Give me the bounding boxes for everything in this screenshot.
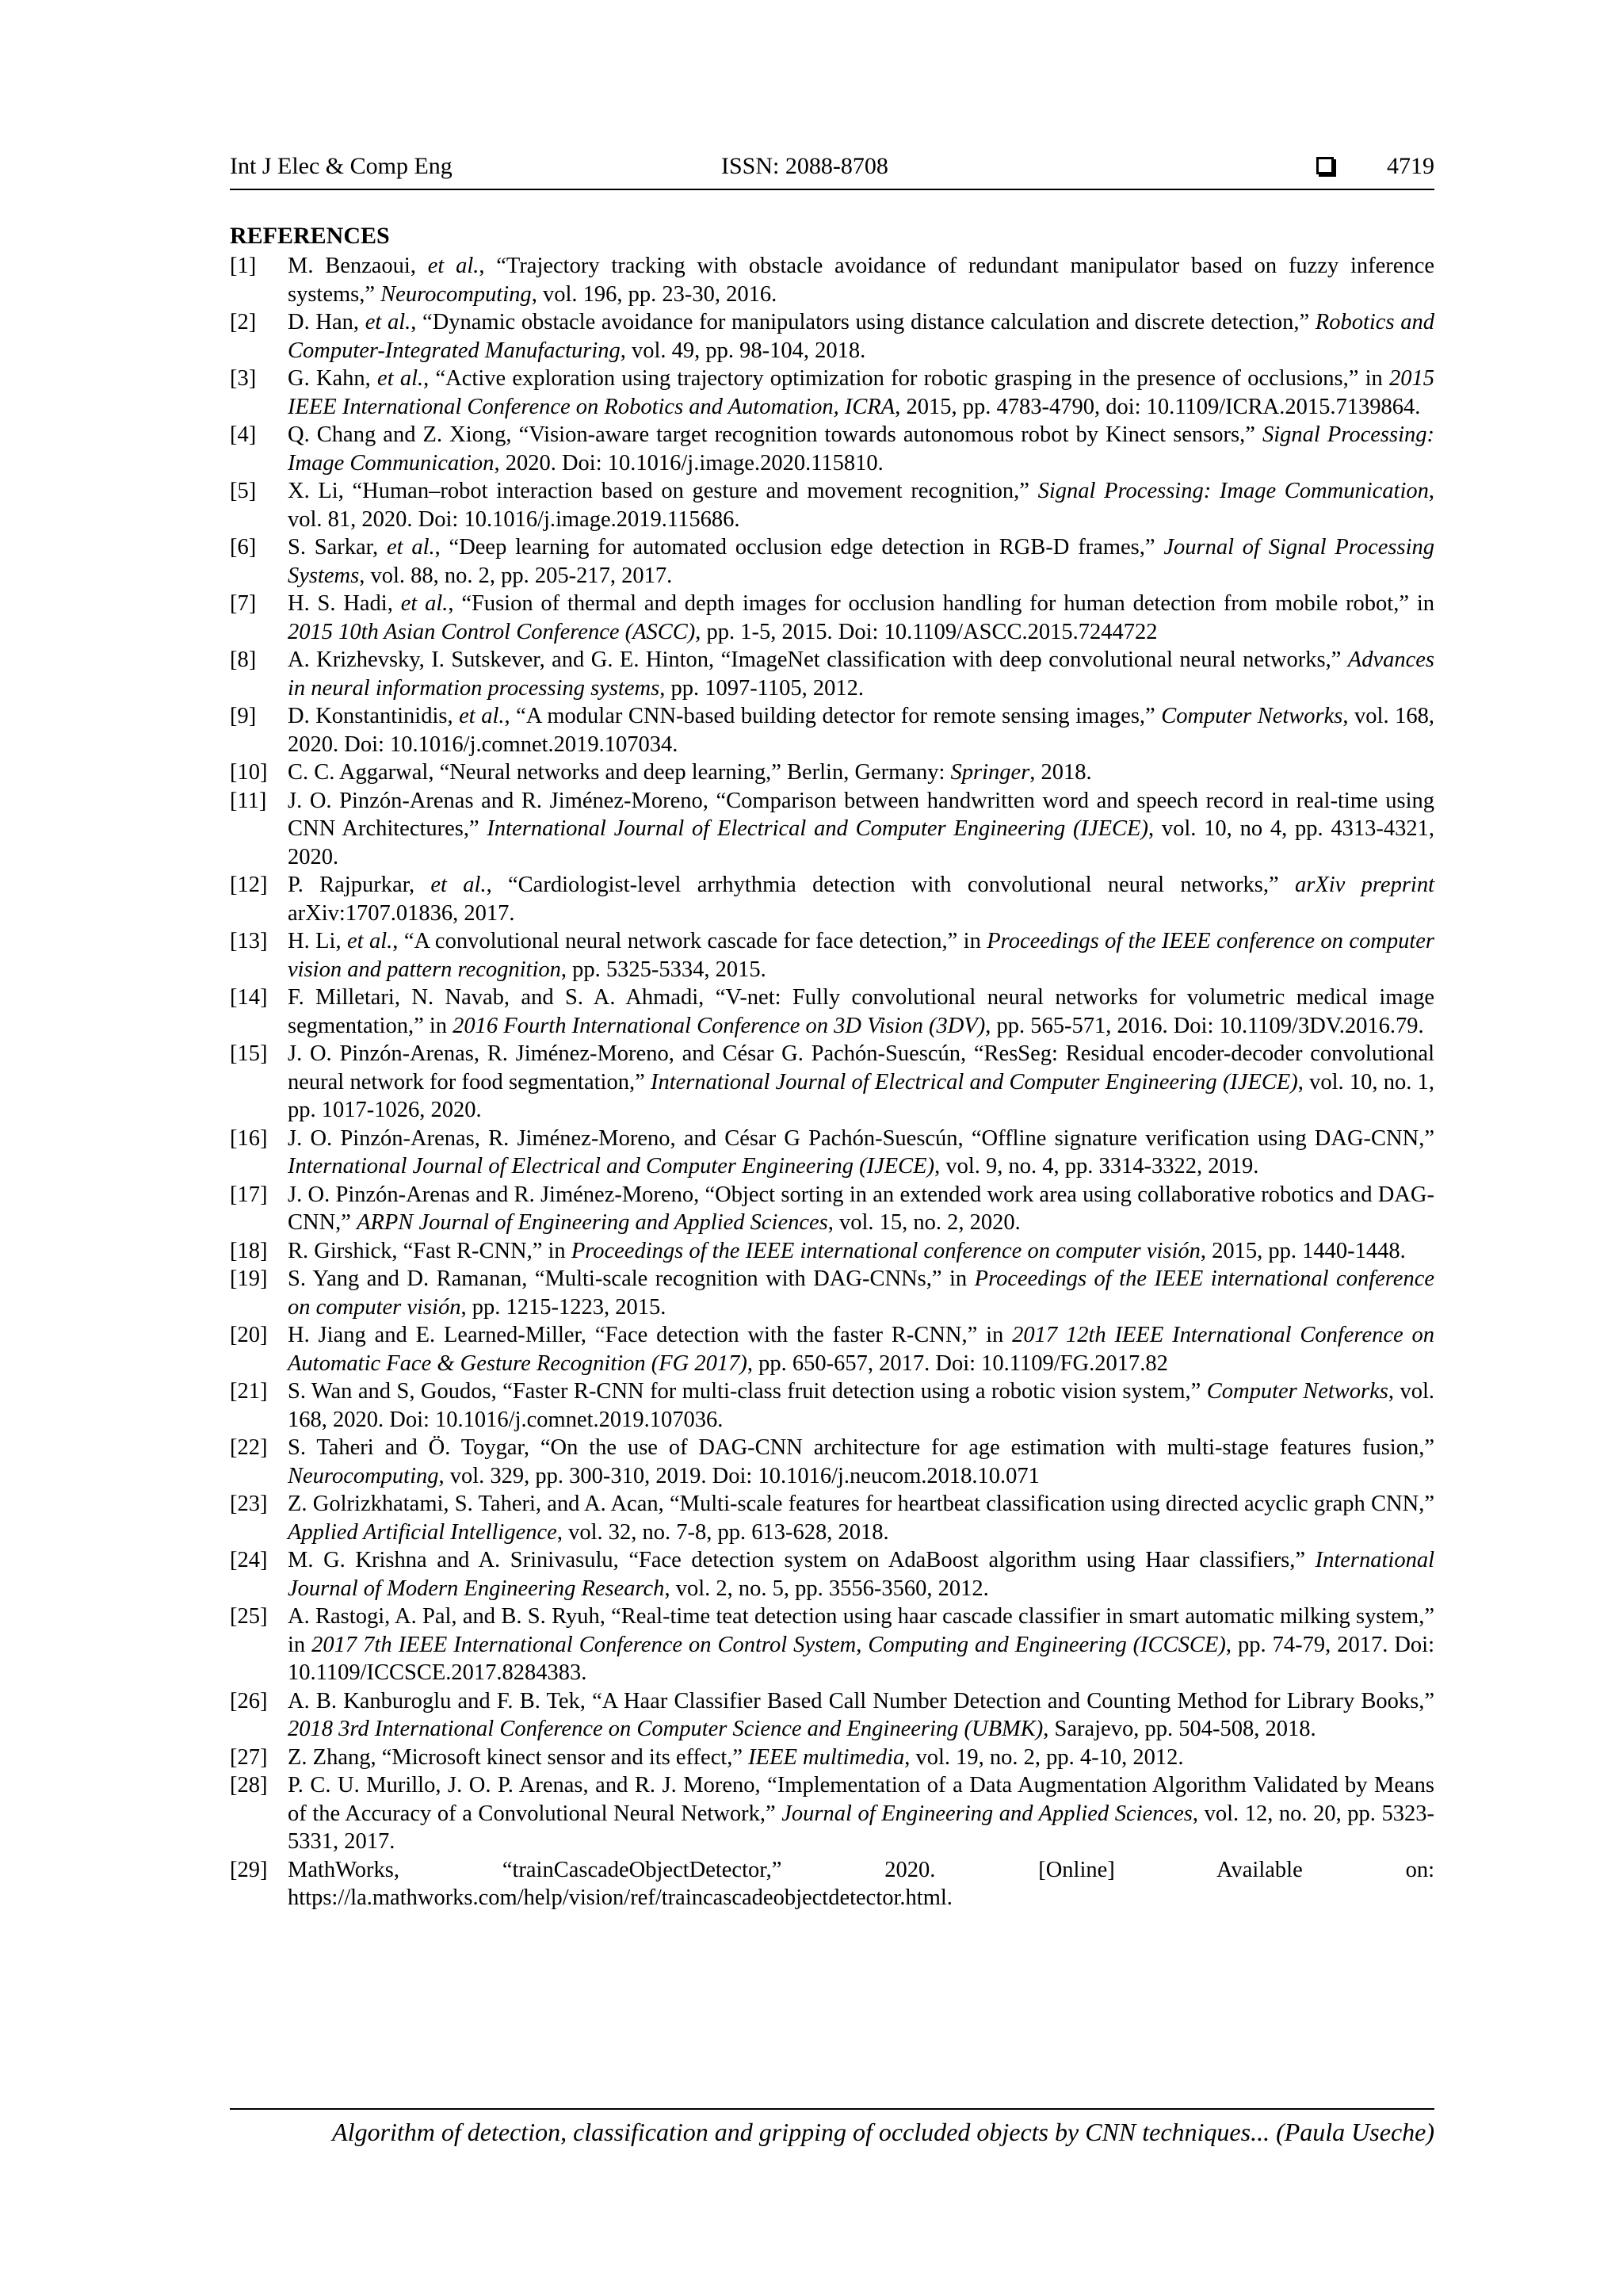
reference-segment: H. S. Hadi, xyxy=(288,591,401,616)
reference-text xyxy=(288,1856,1434,1912)
reference-number: [17] xyxy=(230,1182,268,1207)
reference-item xyxy=(230,1125,1434,1181)
reference-text xyxy=(288,590,1434,646)
reference-segment: F. Milletari, N. Navab, and S. A. Ahmadi, “V-net: Fully convolutional neural networks for volumetric medical image segmentation,” in xyxy=(288,985,1434,1038)
reference-segment: arXiv:1707.01836, 2017. xyxy=(288,900,515,926)
reference-source: Neurocomputing xyxy=(288,1463,439,1488)
reference-url: https://la.mathworks.com/help/vision/ref/traincascadeobjectdetector.html. xyxy=(288,1885,953,1910)
reference-segment: D. Han, xyxy=(288,310,365,334)
reference-item xyxy=(230,533,1434,590)
reference-source: arXiv preprint xyxy=(1295,873,1434,897)
reference-number: [12] xyxy=(230,873,268,897)
reference-segment: , vol. 168, 2020. Doi: 10.1016/j.comnet.2019.107036. xyxy=(288,1379,1434,1432)
reference-segment: , vol. 15, no. 2, 2020. xyxy=(827,1210,1021,1235)
reference-text xyxy=(288,308,1434,365)
reference-text xyxy=(288,1603,1434,1687)
reference-source: 2015 10th Asian Control Conference (ASCC) xyxy=(288,619,696,644)
reference-number: [15] xyxy=(230,1041,268,1066)
reference-item xyxy=(230,871,1434,927)
reference-source: 2017 7th IEEE International Conference on Control System, Computing and Engineering (ICCSCE) xyxy=(311,1632,1226,1657)
reference-source: Robotics and Computer-Integrated Manufacturing xyxy=(288,310,1434,363)
reference-text xyxy=(288,1687,1434,1744)
reference-item xyxy=(230,787,1434,872)
reference-segment: , pp. 565-571, 2016. Doi: 10.1109/3DV.2016.79. xyxy=(985,1013,1424,1038)
reference-text xyxy=(288,533,1434,590)
reference-segment: J. O. Pinzón-Arenas, R. Jiménez-Moreno, and César G Pachón-Suescún, “Offline signature verification using DAG-CNN,” xyxy=(288,1125,1434,1151)
reference-item xyxy=(230,1321,1434,1377)
reference-number: [14] xyxy=(230,985,268,1010)
reference-segment: , pp. 1097-1105, 2012. xyxy=(659,675,864,701)
reference-text xyxy=(288,1377,1434,1434)
reference-number: [29] xyxy=(230,1857,268,1882)
page xyxy=(230,0,1434,2296)
reference-source: Signal Processing: Image Communication xyxy=(1037,479,1429,503)
journal-name: Int J Elec & Comp Eng xyxy=(230,153,453,179)
reference-segment: H. Li, xyxy=(288,929,347,953)
reference-segment: G. Kahn, xyxy=(288,366,378,391)
reference-segment: , “Trajectory tracking with obstacle avoidance of redundant manipulator based on fuzzy inference systems,” xyxy=(288,254,1434,307)
reference-item xyxy=(230,1434,1434,1490)
reference-number: [23] xyxy=(230,1492,268,1516)
reference-item xyxy=(230,984,1434,1040)
reference-segment: , vol. 49, pp. 98-104, 2018. xyxy=(620,338,866,363)
reference-text xyxy=(288,927,1434,984)
reference-item xyxy=(230,1181,1434,1237)
reference-segment: , “A modular CNN-based building detector for remote sensing images,” xyxy=(504,704,1162,728)
reference-source: et al. xyxy=(400,591,449,616)
reference-item xyxy=(230,421,1434,477)
reference-text xyxy=(288,871,1434,927)
reference-source: et al. xyxy=(386,535,435,560)
reference-segment: Z. Golrizkhatami, S. Taheri, and A. Acan, “Multi-scale features for heartbeat classification using directed acyclic graph CNN,” xyxy=(288,1492,1434,1516)
reference-source: Computer Networks xyxy=(1161,704,1343,728)
reference-item xyxy=(230,252,1434,308)
reference-item xyxy=(230,1237,1434,1266)
reference-segment: , vol. 19, no. 2, pp. 4-10, 2012. xyxy=(904,1744,1184,1770)
reference-segment: , vol. 32, no. 7-8, pp. 613-628, 2018. xyxy=(556,1519,889,1545)
reference-text xyxy=(288,1265,1434,1321)
reference-source: et al. xyxy=(430,873,487,897)
reference-number: [28] xyxy=(230,1773,268,1797)
reference-segment: , 2018. xyxy=(1029,760,1092,785)
reference-segment: , vol. 10, no. 1, pp. 1017-1026, 2020. xyxy=(288,1069,1434,1122)
reference-item xyxy=(230,1040,1434,1125)
reference-segment: , 2015, pp. 1440-1448. xyxy=(1200,1238,1406,1263)
reference-source: Proceedings of the IEEE international conference on computer visión xyxy=(288,1266,1434,1320)
reference-number: [21] xyxy=(230,1379,268,1404)
reference-text xyxy=(288,252,1434,308)
reference-segment: , “Deep learning for automated occlusion edge detection in RGB-D frames,” xyxy=(434,535,1164,560)
reference-text xyxy=(288,1744,1434,1772)
reference-segment: M. G. Krishna and A. Srinivasulu, “Face detection system on AdaBoost algorithm using Haar classifiers,” xyxy=(288,1548,1316,1572)
reference-segment: , pp. 5325-5334, 2015. xyxy=(560,957,766,982)
reference-segment: Q. Chang and Z. Xiong, “Vision-aware target recognition towards autonomous robot by Kinect sensors,” xyxy=(288,422,1262,447)
reference-text xyxy=(288,1546,1434,1603)
references-heading: REFERENCES xyxy=(230,223,390,249)
reference-number: [20] xyxy=(230,1323,268,1347)
reference-number: [22] xyxy=(230,1435,268,1460)
reference-segment: R. Girshick, “Fast R-CNN,” in xyxy=(288,1238,571,1263)
issn: ISSN: 2088-8708 xyxy=(721,153,888,179)
reference-segment: , pp. 74-79, 2017. Doi: 10.1109/ICCSCE.2017.8284383. xyxy=(288,1632,1435,1685)
reference-source: 2018 3rd International Conference on Computer Science and Engineering (UBMK) xyxy=(288,1717,1044,1741)
reference-source: 2015 IEEE International Conference on Robotics and Automation, ICRA xyxy=(288,366,1434,419)
reference-text xyxy=(288,1321,1434,1377)
reference-segment: A. Rastogi, A. Pal, and B. S. Ryuh, “Real-time teat detection using haar cascade classifier in smart automatic milking system,” in xyxy=(288,1604,1434,1657)
reference-text xyxy=(288,1490,1434,1546)
reference-source: Springer xyxy=(950,760,1030,785)
reference-number: [8] xyxy=(230,648,257,672)
reference-item xyxy=(230,1265,1434,1321)
reference-segment: , pp. 1-5, 2015. Doi: 10.1109/ASCC.2015.7244722 xyxy=(695,619,1158,644)
reference-number: [3] xyxy=(230,366,257,391)
page-number: 4719 xyxy=(1387,153,1434,179)
reference-segment: , 2020. Doi: 10.1016/j.image.2020.115810. xyxy=(494,450,884,476)
reference-text xyxy=(288,646,1434,702)
reference-source: Signal Processing: Image Communication xyxy=(288,422,1434,476)
reference-item xyxy=(230,1771,1434,1856)
reference-source: et al. xyxy=(427,254,479,278)
reference-segment: , vol. 12, no. 20, pp. 5323-5331, 2017. xyxy=(288,1801,1434,1854)
reference-segment: , 2015, pp. 4783-4790, doi: 10.1109/ICRA.2015.7139864. xyxy=(895,394,1421,419)
reference-source: Proceedings of the IEEE conference on computer vision and pattern recognition xyxy=(288,929,1434,982)
reference-segment: , “Active exploration using trajectory optimization for robotic grasping in the presence of occlusions,” in xyxy=(423,366,1389,391)
reference-text xyxy=(288,1771,1434,1856)
references-list xyxy=(230,252,1434,1912)
reference-item xyxy=(230,646,1434,702)
reference-segment: , vol. 196, pp. 23-30, 2016. xyxy=(531,281,777,307)
reference-item xyxy=(230,758,1434,787)
reference-item xyxy=(230,365,1434,421)
running-header xyxy=(230,151,1434,190)
reference-segment: A. Krizhevsky, I. Sutskever, and G. E. Hinton, “ImageNet classification with deep convolutional neural networks,” xyxy=(288,648,1348,672)
reference-segment: , vol. 9, no. 4, pp. 3314-3322, 2019. xyxy=(934,1154,1259,1179)
reference-text xyxy=(288,365,1434,421)
reference-number: [19] xyxy=(230,1266,268,1291)
reference-number: [11] xyxy=(230,788,267,813)
reference-segment: J. O. Pinzón-Arenas, R. Jiménez-Moreno, and César G. Pachón-Suescún, “ResSeg: Residual encoder-decoder convolutional neural network for food segmentation,” xyxy=(288,1041,1434,1095)
reference-number: [9] xyxy=(230,704,257,728)
reference-text xyxy=(288,421,1434,477)
reference-item xyxy=(230,927,1434,984)
reference-segment: C. C. Aggarwal, “Neural networks and deep learning,” Berlin, Germany: xyxy=(288,760,951,785)
reference-item xyxy=(230,1546,1434,1603)
reference-segment: S. Wan and S, Goudos, “Faster R-CNN for multi-class fruit detection using a robotic vision system,” xyxy=(288,1379,1207,1404)
reference-text xyxy=(288,1125,1434,1181)
reference-segment: , vol. 2, no. 5, pp. 3556-3560, 2012. xyxy=(664,1576,989,1601)
reference-number: [10] xyxy=(230,760,268,785)
reference-segment: , vol. 168, 2020. Doi: 10.1016/j.comnet.2019.107034. xyxy=(288,704,1434,757)
reference-source: ARPN Journal of Engineering and Applied Sciences xyxy=(357,1210,828,1235)
reference-segment: , pp. 1215-1223, 2015. xyxy=(460,1294,666,1320)
reference-source: IEEE multimedia xyxy=(748,1744,905,1770)
reference-text xyxy=(288,1434,1434,1490)
reference-item xyxy=(230,590,1434,646)
reference-source: et al. xyxy=(377,366,424,391)
reference-segment: Z. Zhang, “Microsoft kinect sensor and its effect,” xyxy=(288,1744,749,1770)
reference-segment: D. Konstantinidis, xyxy=(288,704,460,728)
reference-item xyxy=(230,1377,1434,1434)
reference-text xyxy=(288,1040,1434,1125)
reference-number: [6] xyxy=(230,535,257,560)
reference-source: Applied Artificial Intelligence xyxy=(288,1519,557,1545)
reference-segment: A. B. Kanburoglu and F. B. Tek, “A Haar Classifier Based Call Number Detection and Counting Method for Library Books,” xyxy=(288,1688,1434,1713)
reference-item xyxy=(230,702,1434,758)
reference-source: et al. xyxy=(347,929,393,953)
reference-segment: S. Sarkar, xyxy=(288,535,387,560)
reference-segment: H. Jiang and E. Learned-Miller, “Face detection with the faster R-CNN,” in xyxy=(288,1323,1013,1347)
reference-text xyxy=(288,787,1434,872)
reference-segment: J. O. Pinzón-Arenas and R. Jiménez-Moreno, “Object sorting in an extended work area using collaborative robotics and DAG-CNN,” xyxy=(288,1182,1434,1235)
reference-source: et al. xyxy=(459,704,505,728)
reference-segment: S. Yang and D. Ramanan, “Multi-scale recognition with DAG-CNNs,” in xyxy=(288,1266,975,1291)
reference-item xyxy=(230,1603,1434,1687)
reference-number: [4] xyxy=(230,422,257,447)
reference-number: [25] xyxy=(230,1604,268,1629)
reference-segment: M. Benzaoui, xyxy=(288,254,428,278)
reference-segment: , Sarajevo, pp. 504-508, 2018. xyxy=(1043,1717,1316,1741)
running-footer: Algorithm of detection, classification and gripping of occluded objects by CNN techniques... (Paula Useche) xyxy=(230,2108,1434,2148)
reference-segment: , vol. 10, no 4, pp. 4313-4321, 2020. xyxy=(288,816,1434,869)
reference-source: 2017 12th IEEE International Conference on Automatic Face & Gesture Recognition (FG 2017) xyxy=(288,1323,1435,1376)
reference-text xyxy=(288,758,1434,787)
reference-number: [1] xyxy=(230,254,257,278)
reference-number: [2] xyxy=(230,310,257,334)
reference-source: Advances in neural information processing systems xyxy=(288,648,1434,701)
reference-segment: J. O. Pinzón-Arenas and R. Jiménez-Moreno, “Comparison between handwritten word and speech record in real-time using CNN Architectures,” xyxy=(288,788,1434,841)
reference-item xyxy=(230,308,1434,365)
reference-text xyxy=(288,477,1434,533)
reference-number: [5] xyxy=(230,479,257,503)
reference-source: Journal of Engineering and Applied Sciences xyxy=(781,1801,1193,1826)
reference-number: [18] xyxy=(230,1238,268,1263)
reference-segment: MathWorks, “trainCascadeObjectDetector,” 2020. [Online] Available on: xyxy=(288,1857,1434,1882)
square-icon xyxy=(1316,157,1334,174)
reference-text xyxy=(288,702,1434,758)
reference-number: [7] xyxy=(230,591,257,616)
reference-source: Journal of Signal Processing Systems xyxy=(288,535,1434,588)
reference-segment: , “Cardiologist-level arrhythmia detection with convolutional neural networks,” xyxy=(486,873,1295,897)
reference-segment: X. Li, “Human–robot interaction based on gesture and movement recognition,” xyxy=(288,479,1038,503)
reference-item xyxy=(230,1490,1434,1546)
reference-source: Proceedings of the IEEE international conference on computer visión xyxy=(571,1238,1201,1263)
reference-segment: , “Dynamic obstacle avoidance for manipulators using distance calculation and discrete detection,” xyxy=(411,310,1316,334)
reference-text xyxy=(288,1181,1434,1237)
reference-source: International Journal of Electrical and Computer Engineering (IJECE) xyxy=(487,816,1148,841)
reference-text xyxy=(288,984,1434,1040)
reference-item xyxy=(230,1744,1434,1772)
reference-source: International Journal of Electrical and Computer Engineering (IJECE) xyxy=(288,1154,935,1179)
reference-segment: , vol. 329, pp. 300-310, 2019. Doi: 10.1016/j.neucom.2018.10.071 xyxy=(438,1463,1040,1488)
reference-number: [13] xyxy=(230,929,268,953)
reference-number: [26] xyxy=(230,1688,268,1713)
reference-segment: , vol. 81, 2020. Doi: 10.1016/j.image.2019.115686. xyxy=(288,479,1435,532)
reference-segment: S. Taheri and Ö. Toygar, “On the use of DAG-CNN architecture for age estimation with multi-stage features fusion,” xyxy=(288,1435,1434,1460)
reference-number: [24] xyxy=(230,1548,268,1572)
reference-segment: , “Fusion of thermal and depth images for occlusion handling for human detection from mobile robot,” in xyxy=(448,591,1434,616)
reference-segment: , pp. 650-657, 2017. Doi: 10.1109/FG.2017.82 xyxy=(747,1350,1168,1376)
reference-segment: , “A convolutional neural network cascade for face detection,” in xyxy=(392,929,987,953)
reference-item xyxy=(230,1687,1434,1744)
reference-source: International Journal of Modern Engineering Research xyxy=(288,1548,1434,1601)
reference-segment: P. Rajpurkar, xyxy=(288,873,431,897)
reference-item xyxy=(230,1856,1434,1912)
reference-segment: , vol. 88, no. 2, pp. 205-217, 2017. xyxy=(359,563,673,588)
reference-item xyxy=(230,477,1434,533)
reference-source: et al. xyxy=(365,310,411,334)
reference-source: Computer Networks xyxy=(1206,1379,1388,1404)
reference-text xyxy=(288,1237,1434,1266)
reference-source: International Journal of Electrical and Computer Engineering (IJECE) xyxy=(650,1069,1298,1095)
reference-number: [16] xyxy=(230,1125,268,1151)
reference-segment: P. C. U. Murillo, J. O. P. Arenas, and R. J. Moreno, “Implementation of a Data Augmentation Algorithm Validated by Means of the Accuracy of a Convolutional Neural Network,” xyxy=(288,1773,1434,1826)
reference-number: [27] xyxy=(230,1744,268,1770)
reference-source: Neurocomputing xyxy=(380,281,532,307)
reference-source: 2016 Fourth International Conference on 3D Vision (3DV) xyxy=(453,1013,986,1038)
